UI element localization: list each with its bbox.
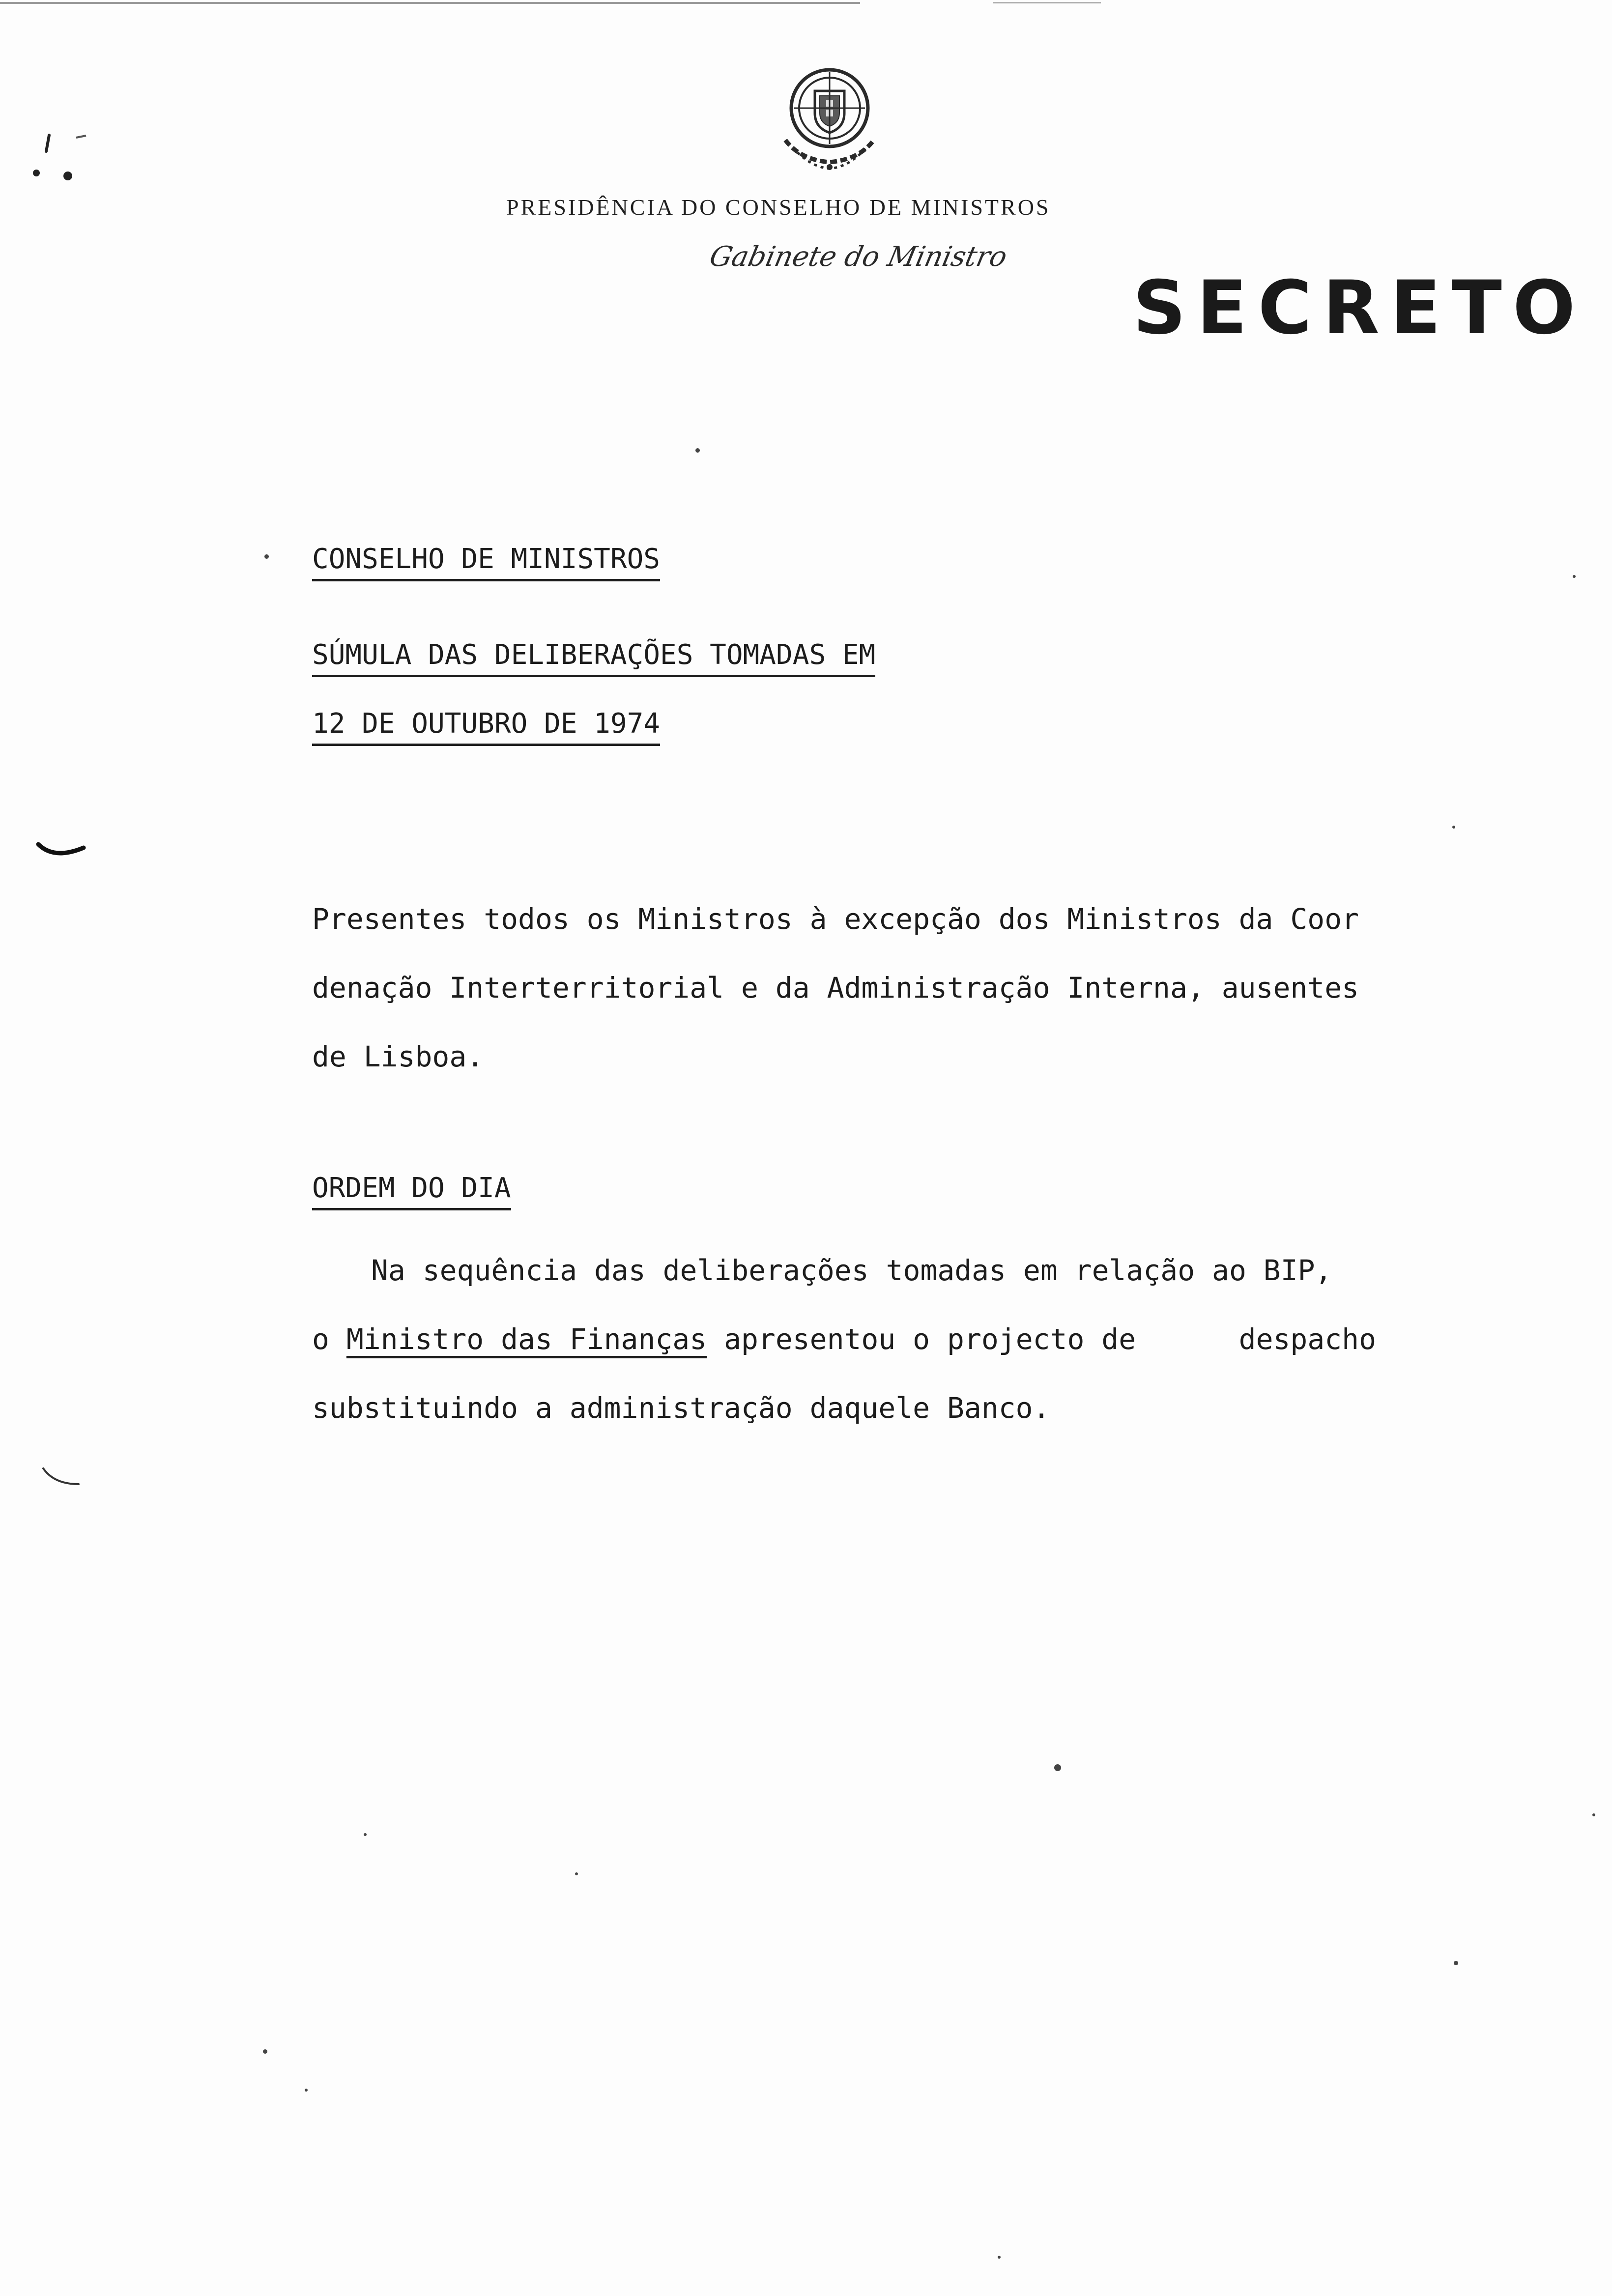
top-border-line-fragment	[993, 2, 1101, 3]
heading-council-text: CONSELHO DE MINISTROS	[312, 543, 660, 581]
agenda-line	[312, 1305, 1521, 1374]
margin-mark-icon	[39, 1464, 84, 1494]
heading-date-text: 12 DE OUTUBRO DE 1974	[312, 708, 660, 746]
attendance-paragraph	[312, 885, 1521, 1091]
scan-speck	[1592, 1813, 1595, 1816]
heading-summary	[312, 639, 875, 677]
agenda-line2-prefix: o	[312, 1322, 346, 1356]
classification-stamp: SECRETO	[1133, 265, 1586, 351]
coat-of-arms-seal-icon	[771, 61, 889, 174]
agenda-title	[312, 1172, 511, 1210]
letterhead-organization: PRESIDÊNCIA DO CONSELHO DE MINISTROS	[506, 195, 1051, 220]
agenda-line: Na sequência das deliberações tomadas em relação ao BIP,	[371, 1254, 1332, 1287]
scan-speck	[998, 2256, 1001, 2259]
scan-speck	[364, 1833, 367, 1836]
agenda-title-text: ORDEM DO DIA	[312, 1172, 511, 1210]
letterhead-office: Gabinete do Ministro	[707, 241, 1010, 273]
scan-speck	[1573, 575, 1576, 578]
scan-speck	[695, 448, 700, 453]
attendance-line: Presentes todos os Ministros à excepção dos Ministros da Coor	[312, 902, 1359, 936]
agenda-line2-suffix: apresentou o projecto de despacho	[707, 1322, 1376, 1356]
scan-speck	[1454, 1961, 1458, 1965]
scan-speck	[264, 554, 269, 559]
attendance-line: de Lisboa.	[312, 1040, 484, 1073]
agenda-paragraph	[312, 1236, 1521, 1442]
scan-speck	[305, 2089, 308, 2092]
heading-council	[312, 543, 660, 581]
agenda-line: substituindo a administração daquele Banco.	[312, 1391, 1050, 1425]
heading-summary-text: SÚMULA DAS DELIBERAÇÕES TOMADAS EM	[312, 639, 875, 677]
heading-date	[312, 708, 660, 746]
scan-speck	[575, 1872, 578, 1875]
margin-mark-icon	[34, 835, 88, 870]
top-border-line	[0, 2, 860, 4]
attendance-line: denação Interterritorial e da Administração Interna, ausentes	[312, 971, 1359, 1004]
scan-speck	[263, 2049, 267, 2054]
scan-speck	[1452, 826, 1455, 829]
scan-speck	[1054, 1764, 1061, 1771]
minister-of-finance: Ministro das Finanças	[346, 1322, 707, 1356]
margin-mark-icon	[29, 128, 103, 187]
